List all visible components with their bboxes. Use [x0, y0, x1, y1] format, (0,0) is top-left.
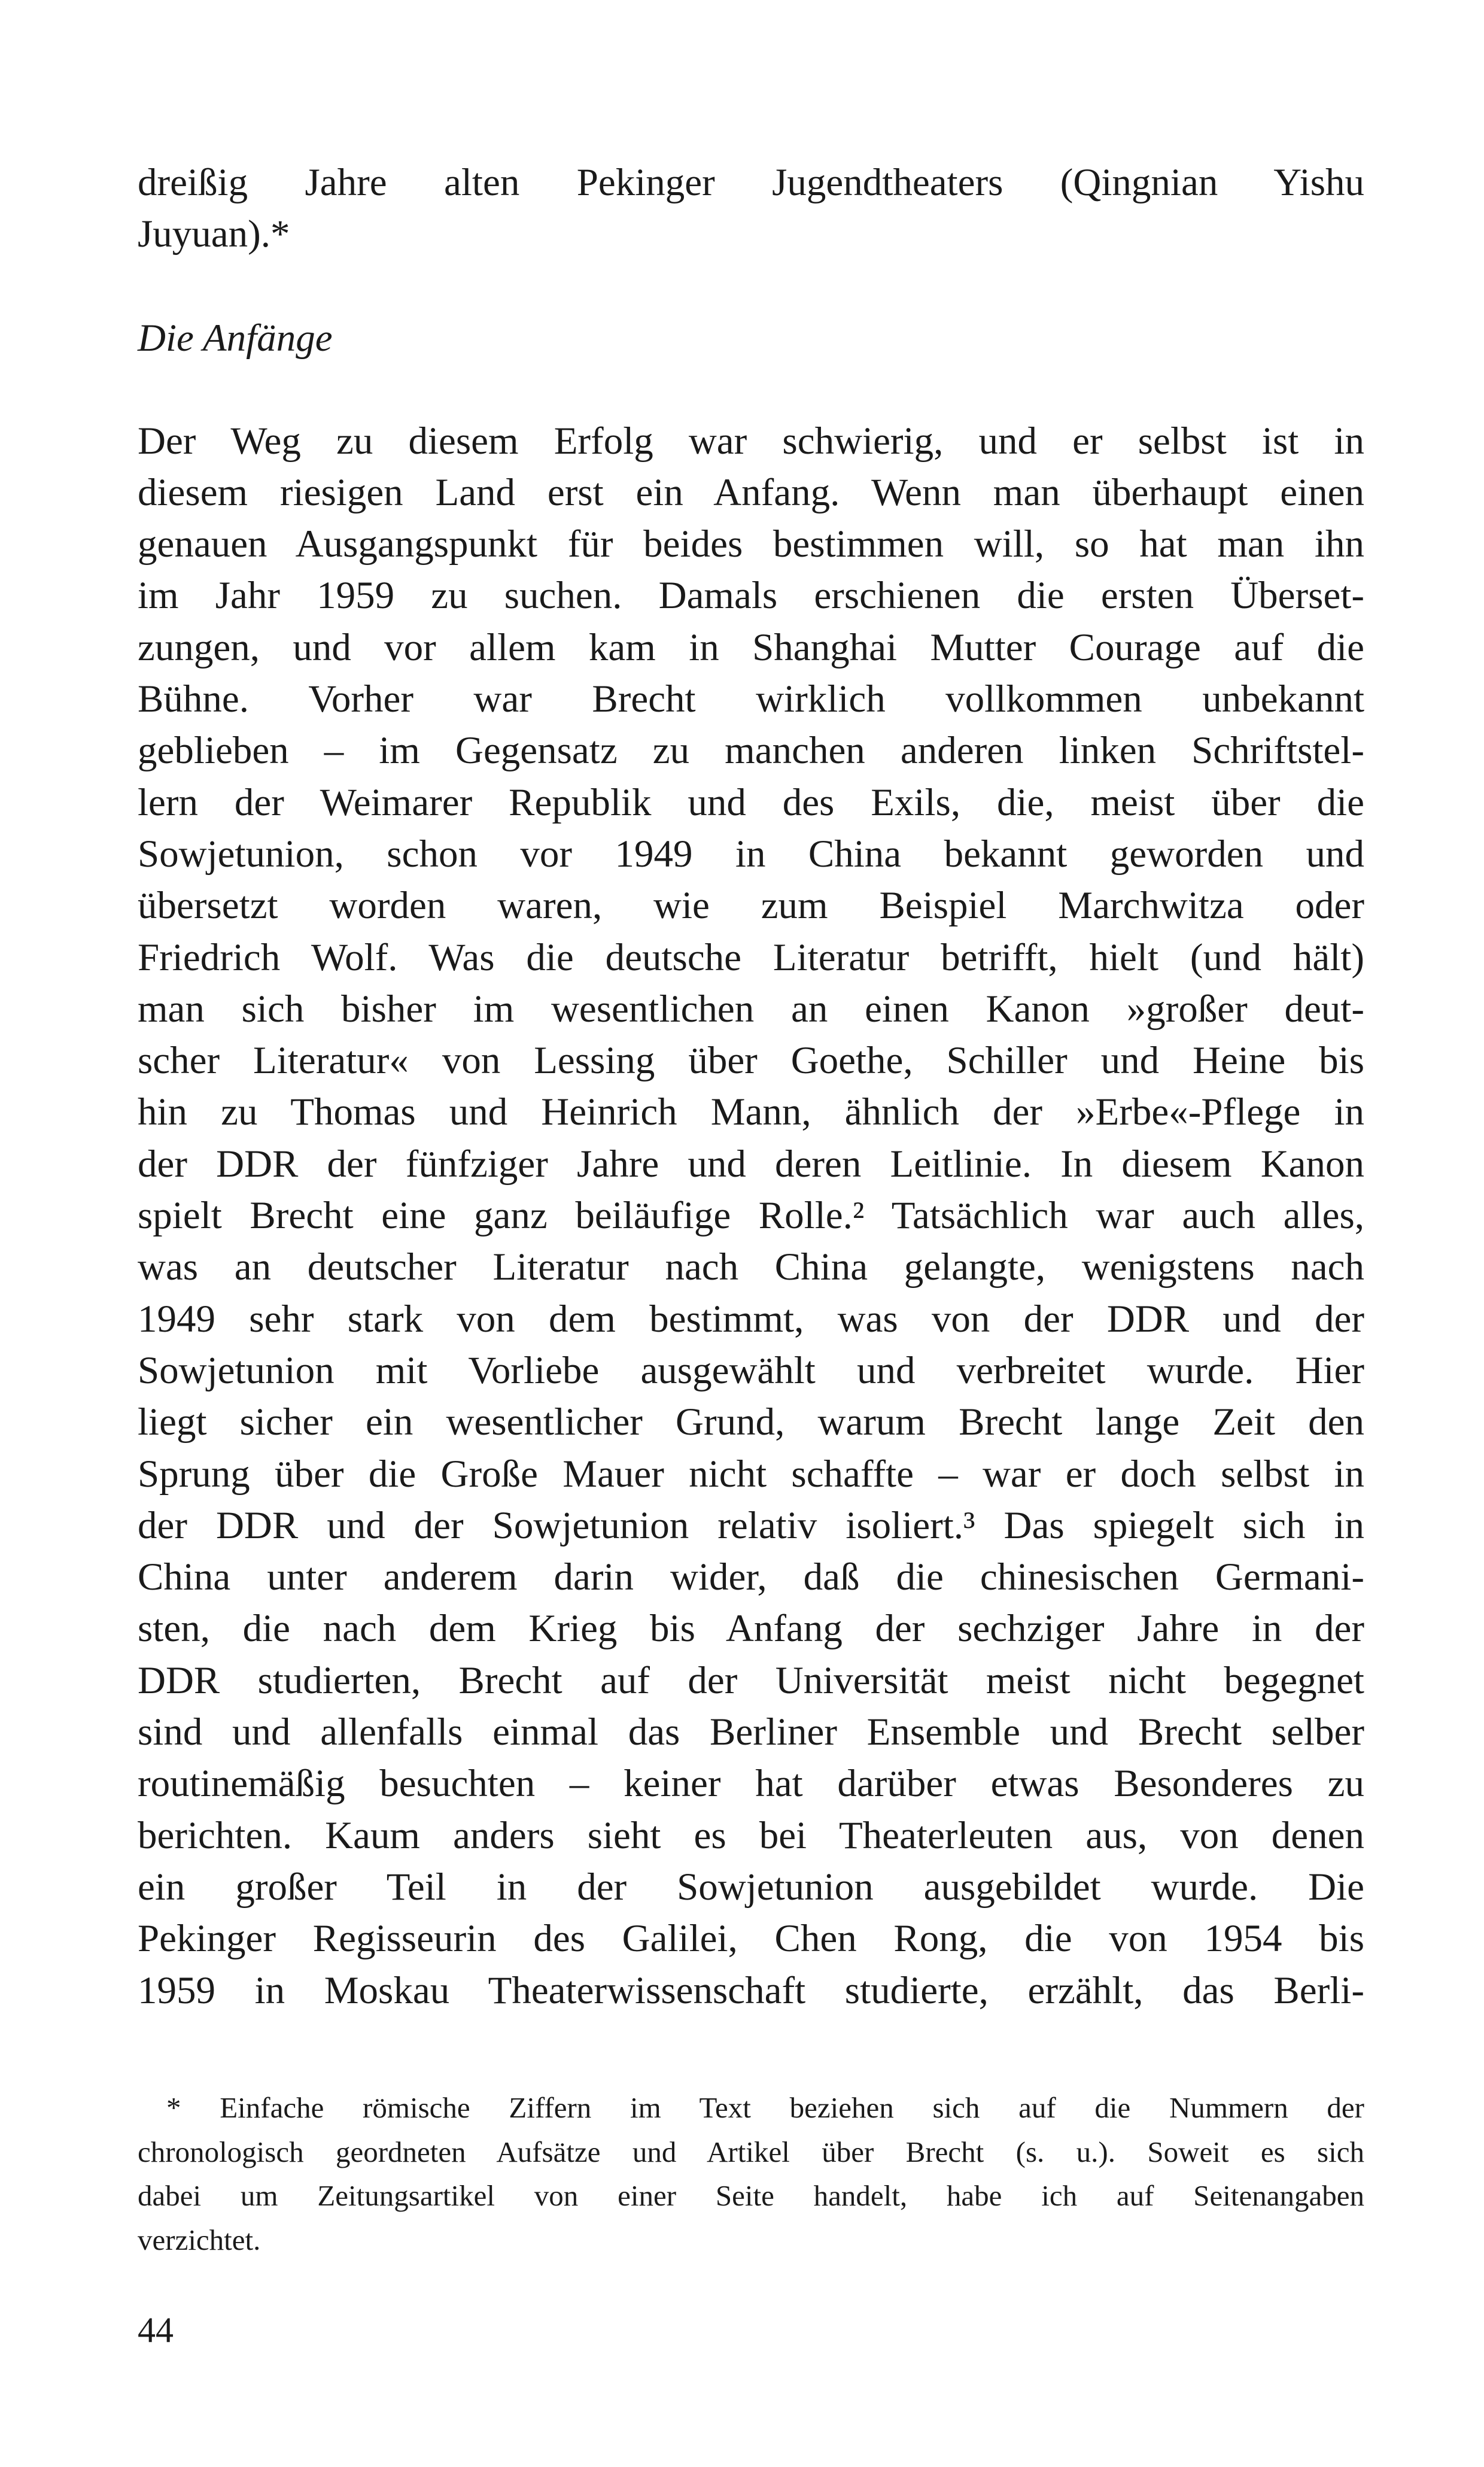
body-line: 1949 sehr stark von dem bestimmt, was von der DDR und der	[138, 1297, 1364, 1341]
body-line: 1959 in Moskau Theaterwissenschaft studierte, erzählt, das Berli-	[138, 1968, 1364, 2012]
body-line: diesem riesigen Land erst ein Anfang. Wenn man überhaupt einen	[138, 470, 1364, 514]
body-line: lern der Weimarer Republik und des Exils, die, meist über die	[138, 780, 1364, 824]
body-line: berichten. Kaum anders sieht es bei Theaterleuten aus, von denen	[138, 1813, 1364, 1857]
body-line: geblieben – im Gegensatz zu manchen anderen linken Schriftstel-	[138, 729, 1364, 773]
body-line: Sowjetunion mit Vorliebe ausgewählt und verbreitet wurde. Hier	[138, 1348, 1364, 1392]
body-line: man sich bisher im wesentlichen an einen Kanon »großer deut-	[138, 987, 1364, 1031]
body-line: China unter anderem darin wider, daß die chinesischen Germani-	[138, 1555, 1364, 1599]
body-line: ein großer Teil in der Sowjetunion ausgebildet wurde. Die	[138, 1865, 1364, 1909]
body-line: was an deutscher Literatur nach China gelangte, wenigstens nach	[138, 1245, 1364, 1289]
body-line: DDR studierten, Brecht auf der Universität meist nicht begegnet	[138, 1658, 1364, 1702]
main-text-column	[138, 157, 1364, 2016]
body-line: Pekinger Regisseurin des Galilei, Chen Rong, die von 1954 bis	[138, 1917, 1364, 1961]
body-line: Sowjetunion, schon vor 1949 in China bekannt geworden und	[138, 832, 1364, 876]
section-heading: Die Anfänge	[138, 316, 333, 360]
body-line: zungen, und vor allem kam in Shanghai Mutter Courage auf die	[138, 625, 1364, 669]
body-line: Friedrich Wolf. Was die deutsche Literatur betrifft, hielt (und hält)	[138, 935, 1364, 979]
page-number: 44	[138, 2310, 174, 2350]
body-line: routinemäßig besuchten – keiner hat darüber etwas Besonderes zu	[138, 1762, 1364, 1806]
body-line: spielt Brecht eine ganz beiläufige Rolle.² Tatsächlich war auch alles,	[138, 1194, 1364, 1238]
body-line: der DDR und der Sowjetunion relativ isoliert.³ Das spiegelt sich in	[138, 1503, 1364, 1547]
footnote	[138, 2086, 1364, 2262]
intro-line: dreißig Jahre alten Pekinger Jugendtheaters (Qingnian Yishu	[138, 161, 1364, 204]
body-line: Sprung über die Große Mauer nicht schaffte – war er doch selbst in	[138, 1452, 1364, 1496]
body-line: scher Literatur« von Lessing über Goethe, Schiller und Heine bis	[138, 1039, 1364, 1083]
footnote-line: verzichtet.	[138, 2223, 261, 2256]
body-line: übersetzt worden waren, wie zum Beispiel Marchwitza oder	[138, 884, 1364, 928]
body-line: sten, die nach dem Krieg bis Anfang der sechziger Jahre in der	[138, 1607, 1364, 1651]
intro-line: Juyuan).*	[138, 212, 290, 256]
body-line: sind und allenfalls einmal das Berliner Ensemble und Brecht selber	[138, 1711, 1364, 1754]
body-paragraph	[138, 415, 1364, 2016]
footnote-line: * Einfache römische Ziffern im Text beziehen sich auf die Nummern der	[166, 2091, 1364, 2124]
body-line: hin zu Thomas und Heinrich Mann, ähnlich der »Erbe«-Pflege in	[138, 1090, 1364, 1134]
footnote-line: dabei um Zeitungsartikel von einer Seite handelt, habe ich auf Seitenangaben	[138, 2179, 1364, 2212]
body-line: Bühne. Vorher war Brecht wirklich vollkommen unbekannt	[138, 677, 1364, 721]
body-line: liegt sicher ein wesentlicher Grund, warum Brecht lange Zeit den	[138, 1400, 1364, 1444]
footnote-line: chronologisch geordneten Aufsätze und Artikel über Brecht (s. u.). Soweit es sich	[138, 2135, 1364, 2168]
body-line: Der Weg zu diesem Erfolg war schwierig, und er selbst ist in	[138, 419, 1364, 463]
body-line: im Jahr 1959 zu suchen. Damals erschienen die ersten Überset-	[138, 574, 1364, 618]
body-line: genauen Ausgangspunkt für beides bestimmen will, so hat man ihn	[138, 522, 1364, 566]
body-line: der DDR der fünfziger Jahre und deren Leitlinie. In diesem Kanon	[138, 1142, 1364, 1186]
